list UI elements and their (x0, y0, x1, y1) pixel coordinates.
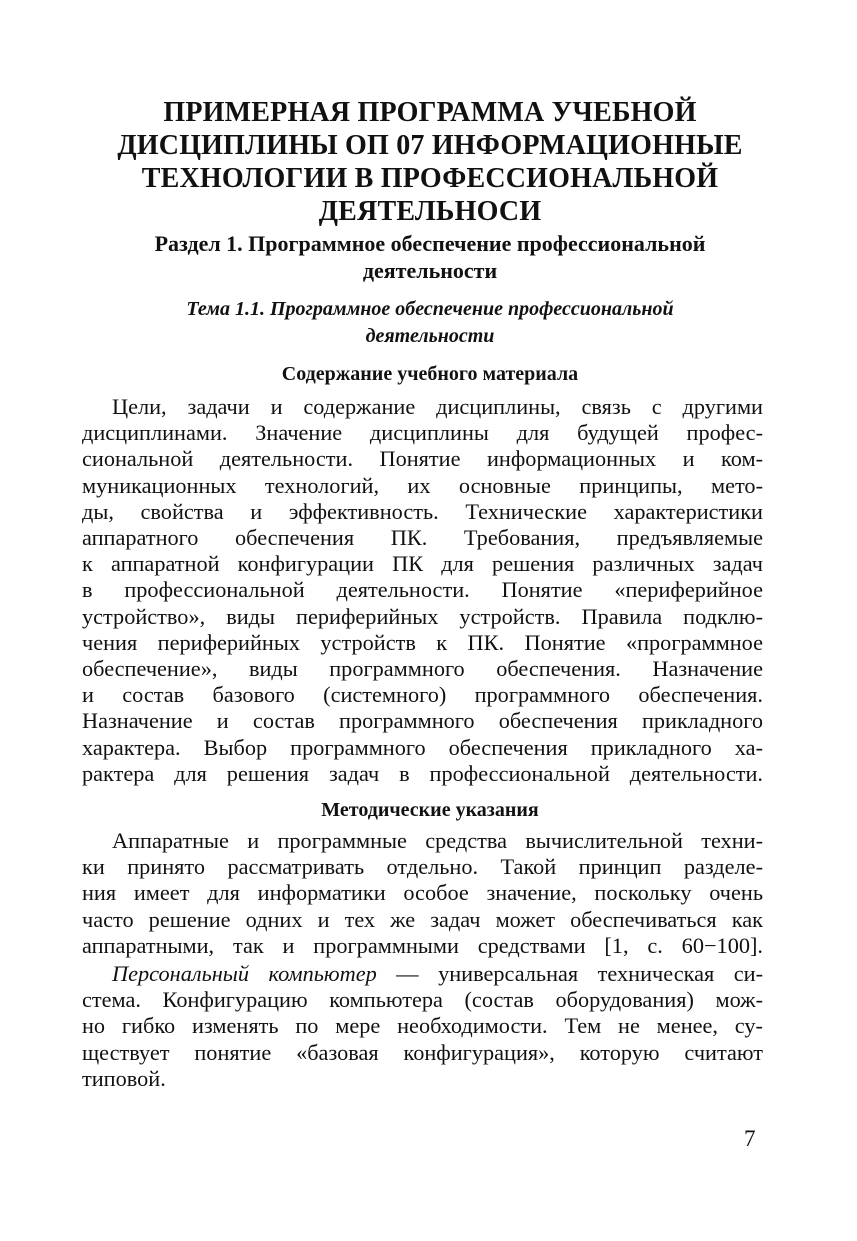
content-paragraph (82, 394, 763, 787)
text-span: — универсальная техническая си- (376, 961, 763, 986)
text-line: устройство», виды периферийных устройств. Правила подклю- (82, 603, 763, 629)
title-line: ПРИМЕРНАЯ ПРОГРАММА УЧЕБНОЙ (163, 97, 697, 128)
content-heading: Содержание учебного материала (281, 363, 579, 385)
text-line: муникационных технологий, их основные принципы, мето- (82, 472, 763, 498)
text-line: аппаратного обеспечения ПК. Требования, предъявляемые (82, 525, 763, 551)
text-line: ки принято рассматривать отдельно. Такой принцип разделе- (82, 854, 763, 880)
text-line: стема. Конфигурацию компьютера (состав оборудования) мож- (82, 987, 763, 1013)
text-line: к аппаратной конфигурации ПК для решения различных задач (82, 551, 763, 577)
text-line: ды, свойства и эффективность. Технические характеристики (82, 498, 763, 524)
theme-line: деятельности (365, 325, 495, 347)
text-line: часто решение одних и тех же задач может обеспечиваться как (82, 906, 763, 932)
section-line: деятельности (362, 258, 498, 283)
pc-paragraph (82, 961, 763, 1092)
text-line: характера. Выбор программного обеспечения прикладного ха- (82, 734, 763, 760)
text-line: Цели, задачи и содержание дисциплины, связь с другими (112, 394, 763, 419)
page-number: 7 (744, 1126, 756, 1151)
text-line: Аппаратные и программные средства вычислительной техни- (112, 828, 763, 853)
title-line: ТЕХНОЛОГИИ В ПРОФЕССИОНАЛЬНОЙ (141, 163, 719, 194)
text-line: типовой. (82, 1065, 166, 1091)
text-line: аппаратными, так и программными средствами [1, с. 60−100]. (82, 932, 763, 958)
text-line: Назначение и состав программного обеспечения прикладного (82, 708, 763, 734)
text-line: рактера для решения задач в профессиональной деятельности. (82, 760, 763, 786)
text-line: в профессиональной деятельности. Понятие «периферийное (82, 577, 763, 603)
text-line (82, 961, 763, 987)
section-heading (60, 230, 800, 284)
theme-heading (60, 296, 800, 350)
text-line: но гибко изменять по мере необходимости. Тем не менее, су- (82, 1013, 763, 1039)
section-line: Раздел 1. Программное обеспечение профессиональной (154, 231, 706, 256)
methods-heading: Методические указания (321, 799, 539, 821)
text-line: чения периферийных устройств к ПК. Понятие «программное (82, 629, 763, 655)
text-line: обеспечение», виды программного обеспечения. Назначение (82, 656, 763, 682)
document-title (60, 96, 800, 228)
text-line: и состав базового (системного) программного обеспечения. (82, 682, 763, 708)
title-line: ДИСЦИПЛИНЫ ОП 07 ИНФОРМАЦИОННЫЕ (117, 130, 743, 161)
methods-paragraph (82, 828, 763, 959)
text-line: ществует понятие «базовая конфигурация», которую считают (82, 1039, 763, 1065)
text-line: ния имеет для информатики особое значение, поскольку очень (82, 880, 763, 906)
text-line: сиональной деятельности. Понятие информационных и ком- (82, 446, 763, 472)
title-line: ДЕЯТЕЛЬНОСИ (318, 196, 542, 227)
theme-line: Тема 1.1. Программное обеспечение профессиональной (186, 298, 674, 320)
text-line: дисциплинами. Значение дисциплины для будущей профес- (82, 420, 763, 446)
term-italic: Персональный компьютер (112, 961, 377, 986)
